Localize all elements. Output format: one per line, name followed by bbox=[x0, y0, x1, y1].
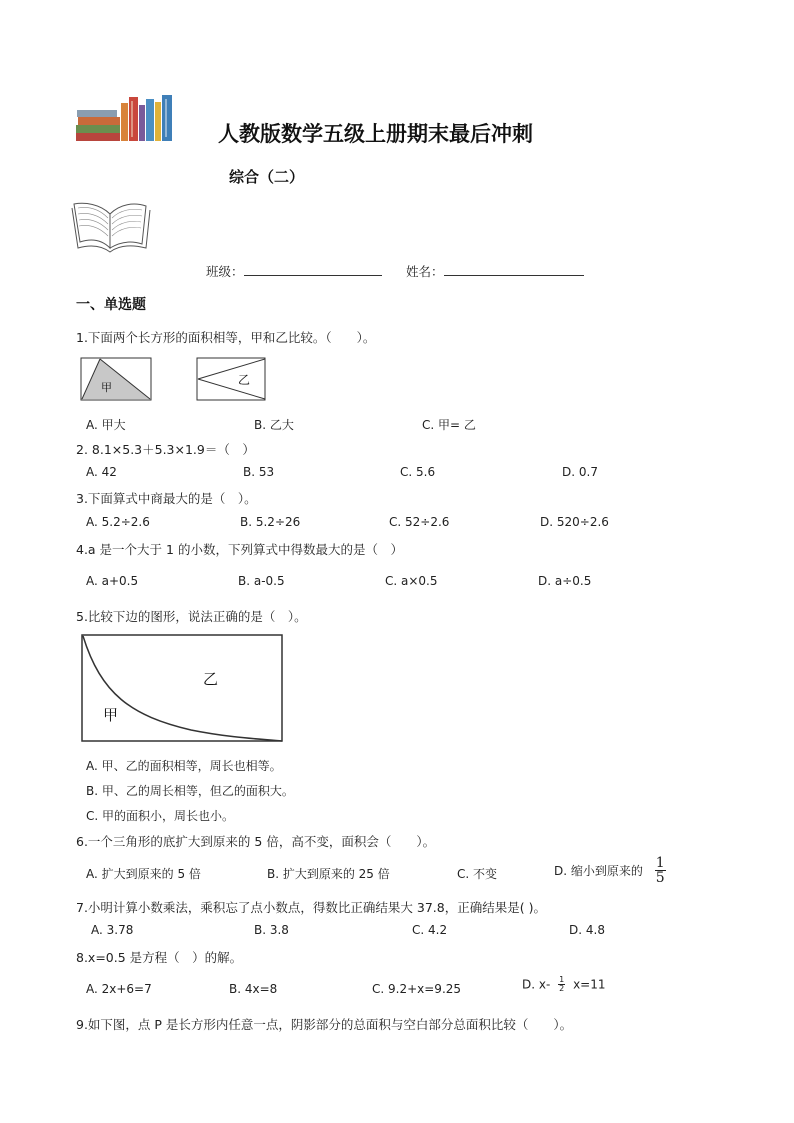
q7-option-a[interactable]: A. 3.78 bbox=[91, 923, 134, 937]
class-label: 班级： bbox=[206, 264, 244, 279]
fraction-denominator: 2 bbox=[559, 984, 565, 993]
document-subtitle: 综合（二） bbox=[229, 168, 305, 186]
q6-option-d[interactable] bbox=[554, 856, 666, 885]
q3-option-b[interactable]: B. 5.2÷26 bbox=[240, 515, 301, 529]
label-yi-region: 乙 bbox=[203, 670, 219, 688]
question-5: 5.比较下边的图形，说法正确的是（ ）。 bbox=[76, 609, 307, 624]
q5-option-c[interactable]: C. 甲的面积小，周长也小。 bbox=[86, 809, 235, 823]
q4-option-a[interactable]: A. a+0.5 bbox=[86, 574, 139, 588]
class-blank[interactable] bbox=[244, 263, 382, 276]
open-book-illustration bbox=[70, 196, 152, 254]
question-3: 3.下面算式中商最大的是（ ）。 bbox=[76, 491, 257, 506]
q8-option-b[interactable]: B. 4x=8 bbox=[229, 982, 278, 996]
label-jia: 甲 bbox=[101, 381, 112, 394]
q8-option-c[interactable]: C. 9.2+x=9.25 bbox=[372, 982, 462, 996]
name-blank[interactable] bbox=[444, 263, 584, 276]
q1-option-c[interactable]: C. 甲= 乙 bbox=[422, 418, 476, 432]
q6-option-c[interactable]: C. 不变 bbox=[457, 867, 498, 881]
q2-option-c[interactable]: C. 5.6 bbox=[400, 465, 436, 479]
q3-option-d[interactable]: D. 520÷2.6 bbox=[540, 515, 609, 529]
q4-option-b[interactable]: B. a-0.5 bbox=[238, 574, 285, 588]
class-field bbox=[206, 262, 382, 280]
q8-option-d-text: D. x- bbox=[522, 977, 551, 992]
question-4: 4.a 是一个大于 1 的小数，下列算式中得数最大的是（ ） bbox=[76, 542, 403, 557]
q6-option-d-text: D. 缩小到原来的 bbox=[554, 864, 643, 878]
q4-option-c[interactable]: C. a×0.5 bbox=[385, 574, 438, 588]
q7-option-b[interactable]: B. 3.8 bbox=[254, 923, 289, 937]
question-9: 9.如下图，点 P 是长方形内任意一点，阴影部分的总面积与空白部分总面积比较（ ）。 bbox=[76, 1017, 573, 1032]
figure-rectangle-yi bbox=[196, 357, 268, 401]
q6-option-a[interactable]: A. 扩大到原来的 5 倍 bbox=[86, 867, 201, 881]
q2-option-b[interactable]: B. 53 bbox=[243, 465, 275, 479]
label-yi: 乙 bbox=[238, 373, 251, 387]
question-7: 7.小明计算小数乘法，乘积忘了点小数点，得数比正确结果大 37.8，正确结果是( )。 bbox=[76, 900, 546, 915]
q5-option-a[interactable]: A. 甲、乙的面积相等，周长也相等。 bbox=[86, 759, 282, 773]
fraction-one-fifth bbox=[655, 856, 666, 885]
q3-option-a[interactable]: A. 5.2÷2.6 bbox=[86, 515, 150, 529]
q4-option-d[interactable]: D. a÷0.5 bbox=[538, 574, 592, 588]
books-illustration bbox=[76, 93, 176, 143]
name-field bbox=[406, 262, 584, 280]
document-title: 人教版数学五级上册期末最后冲刺 bbox=[218, 121, 533, 146]
q5-option-b[interactable]: B. 甲、乙的周长相等，但乙的面积大。 bbox=[86, 784, 294, 798]
q8-option-d-tail: x=11 bbox=[573, 977, 606, 992]
fraction-numerator: 1 bbox=[559, 975, 565, 984]
q7-option-c[interactable]: C. 4.2 bbox=[412, 923, 448, 937]
q1-option-b[interactable]: B. 乙大 bbox=[254, 418, 294, 432]
figure-rectangle-jia bbox=[80, 357, 152, 401]
figure-curve-rectangle bbox=[81, 634, 285, 744]
q1-option-a[interactable]: A. 甲大 bbox=[86, 418, 126, 432]
q2-option-d[interactable]: D. 0.7 bbox=[562, 465, 598, 479]
question-2: 2. 8.1×5.3＋5.3×1.9＝（ ） bbox=[76, 442, 255, 457]
name-label: 姓名： bbox=[406, 264, 444, 279]
question-1: 1.下面两个长方形的面积相等，甲和乙比较。（ ）。 bbox=[76, 330, 376, 345]
q3-option-c[interactable]: C. 52÷2.6 bbox=[389, 515, 450, 529]
q8-option-a[interactable]: A. 2x+6=7 bbox=[86, 982, 152, 996]
fraction-one-half bbox=[558, 976, 565, 993]
q6-option-b[interactable]: B. 扩大到原来的 25 倍 bbox=[267, 867, 390, 881]
question-6: 6.一个三角形的底扩大到原来的 5 倍，高不变，面积会（ ）。 bbox=[76, 834, 436, 849]
question-8: 8.x=0.5 是方程（ ）的解。 bbox=[76, 950, 243, 965]
fraction-numerator: 1 bbox=[655, 855, 665, 871]
fraction-denominator: 5 bbox=[655, 870, 665, 886]
q2-option-a[interactable]: A. 42 bbox=[86, 465, 117, 479]
section-heading: 一、单选题 bbox=[76, 297, 146, 313]
q8-option-d[interactable] bbox=[522, 976, 606, 993]
label-jia-region: 甲 bbox=[103, 706, 119, 724]
q7-option-d[interactable]: D. 4.8 bbox=[569, 923, 605, 937]
